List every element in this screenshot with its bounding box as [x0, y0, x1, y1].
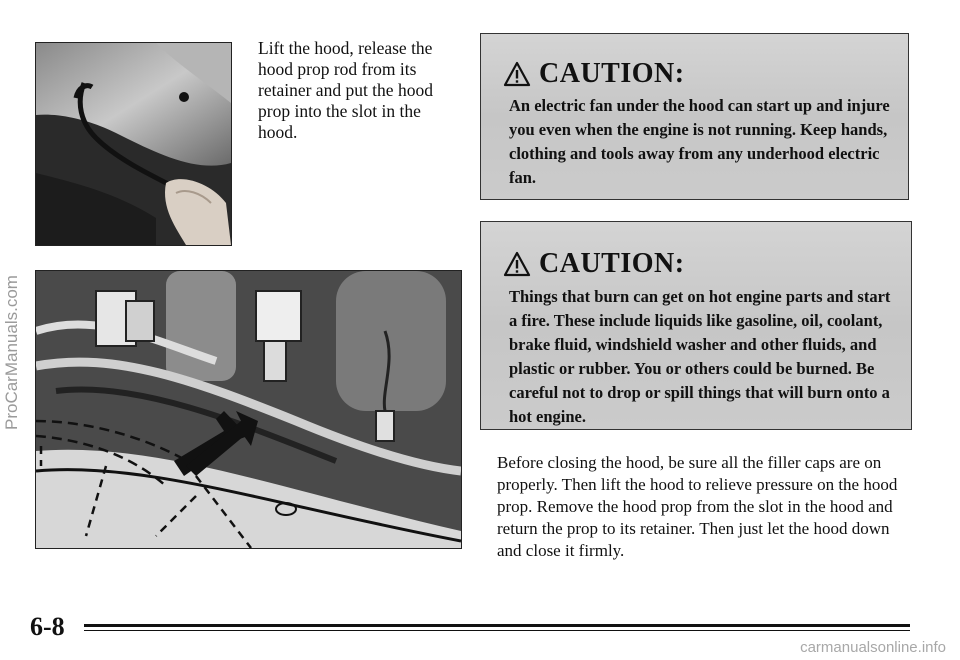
caution-heading-text: CAUTION:: [539, 248, 685, 279]
bottom-watermark: carmanualsonline.info: [800, 639, 946, 656]
caution-box-electric-fan: [480, 33, 909, 200]
page-number: 6-8: [30, 612, 65, 641]
caution-body-text: Things that burn can get on hot engine parts and start a fire. These include liquids like gasoline, oil, coolant, brake fluid, windshield washer and other fluids, and plastic or rubber. You or others could be burned. Be careful not to drop or spill things that will burn onto a hot engine.: [509, 287, 891, 426]
footer-rule-thin: [84, 630, 910, 631]
caution-heading: [503, 58, 685, 90]
closing-hood-instruction: Before closing the hood, be sure all the filler caps are on properly. Then lift the hood to relieve pressure on the hood prop. Remove the hood prop from the slot in the hood and return the prop to its retainer. Then just let the hood down and close it firmly.: [497, 453, 898, 560]
caution-heading: [503, 248, 685, 280]
hood-prop-photo: [35, 42, 232, 246]
side-watermark: ProCarManuals.com: [2, 275, 21, 430]
caution-body-text: An electric fan under the hood can start up and injure you even when the engine is not running. Keep hands, clothing and tools away from any underhood electric fan.: [509, 96, 890, 187]
footer-rule-thick: [84, 624, 910, 627]
lift-hood-instruction: Lift the hood, release the hood prop rod from its retainer and put the hood prop into the slot in the hood.: [258, 38, 433, 142]
warning-triangle-icon: [503, 251, 531, 277]
caution-box-fire-hazard: [480, 221, 912, 430]
caution-heading-text: CAUTION:: [539, 58, 685, 89]
engine-compartment-photo: [35, 270, 462, 549]
warning-triangle-icon: [503, 61, 531, 87]
